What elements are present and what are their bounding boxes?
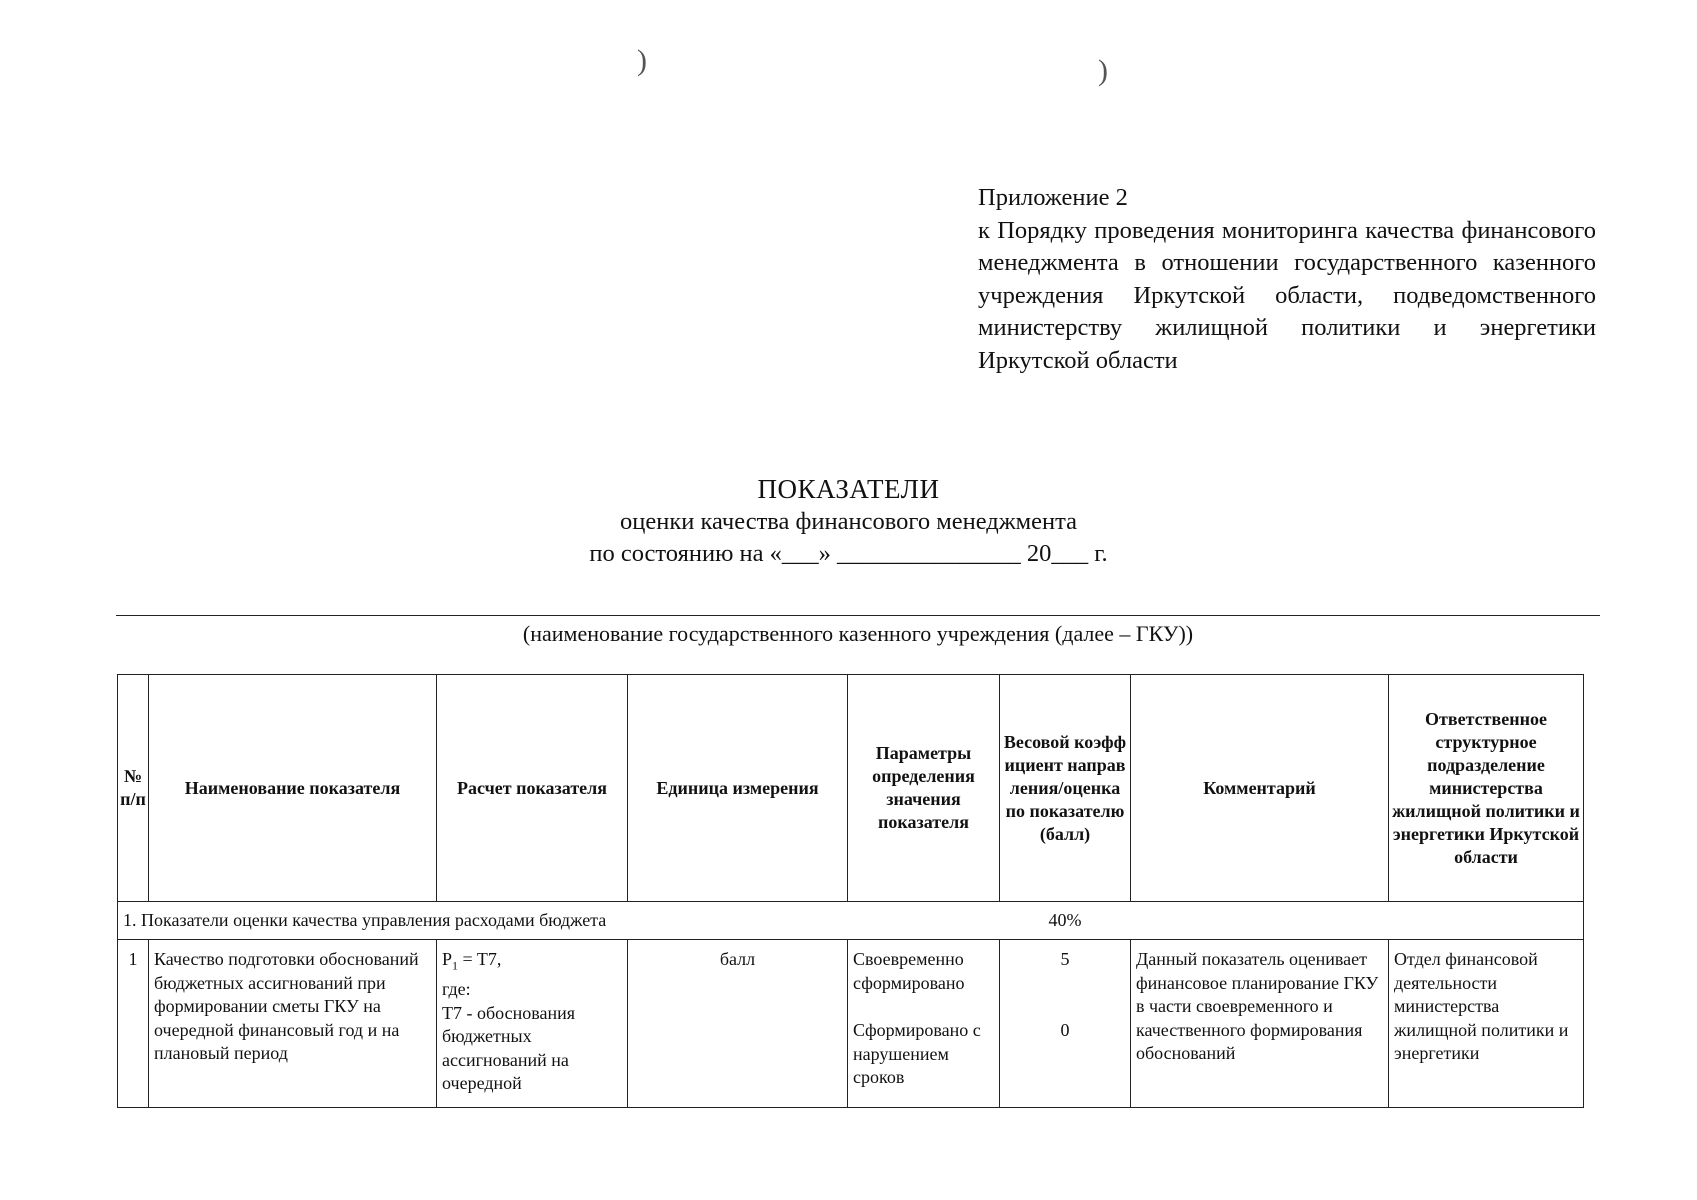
institution-name-blank-line bbox=[116, 615, 1600, 616]
score-gap bbox=[1005, 972, 1125, 1019]
header-parameters: Параметры определения значения показателя bbox=[848, 675, 1000, 902]
header-unit: Единица измерения bbox=[628, 675, 848, 902]
parameter-gap bbox=[853, 995, 994, 1019]
formula-subscript: 1 bbox=[452, 958, 459, 973]
appendix-number: Приложение 2 bbox=[978, 184, 1128, 211]
document-subtitle: оценки качества финансового менеджмента bbox=[619, 508, 1078, 535]
row-unit: балл bbox=[628, 940, 848, 1108]
header-calculation: Расчет показателя bbox=[437, 675, 628, 902]
table-header-row bbox=[118, 675, 1584, 902]
institution-name-caption: (наименование государственного казенного учреждения (далее – ГКУ)) bbox=[522, 621, 1194, 646]
formula-rest: = T7, bbox=[458, 949, 502, 969]
row-scores bbox=[1000, 940, 1131, 1108]
table-row bbox=[118, 940, 1584, 1108]
row-indicator-name: Качество подготовки обоснований бюджетных ассигнований при формировании сметы ГКУ на очередной финансовый год и на плановый период bbox=[149, 940, 437, 1108]
section-empty bbox=[1131, 902, 1584, 940]
section-label: 1. Показатели оценки качества управления расходами бюджета bbox=[118, 902, 1000, 940]
parameter-late: Сформировано с нарушением сроков bbox=[853, 1020, 981, 1087]
row-responsible: Отдел финансовой деятельности министерства жилищной политики и энергетики bbox=[1389, 940, 1584, 1108]
header-number: № п/п bbox=[118, 675, 149, 902]
row-calculation bbox=[437, 940, 628, 1108]
calc-description: T7 - обоснования бюджетных ассигнований на очередной bbox=[442, 1002, 576, 1094]
calc-formula bbox=[442, 948, 622, 978]
scan-mark-left: ) bbox=[637, 44, 647, 77]
calc-where: где: bbox=[442, 979, 471, 1000]
row-number: 1 bbox=[118, 940, 149, 1108]
section-weight: 40% bbox=[1000, 902, 1131, 940]
header-responsible: Ответственное структурное подразделение министерства жилищной политики и энергетики Иркутской области bbox=[1389, 675, 1584, 902]
appendix-text: к Порядку проведения мониторинга качества финансового менеджмента в отношении государственного казенного учреждения Иркутской области, подведомственного министерству жилищной политики и энергетики Иркутской области bbox=[978, 216, 1596, 374]
parameter-on-time: Своевременно сформировано bbox=[853, 949, 965, 993]
row-comment: Данный показатель оценивает финансовое планирование ГКУ в части своевременного и качественного формирования обоснований bbox=[1131, 940, 1389, 1108]
header-weight: Весовой коэффициент направления/оценка по показателю (балл) bbox=[1000, 675, 1131, 902]
header-comment: Комментарий bbox=[1131, 675, 1389, 902]
document-title: ПОКАЗАТЕЛИ bbox=[757, 474, 940, 504]
header-indicator-name: Наименование показателя bbox=[149, 675, 437, 902]
formula-symbol: P bbox=[442, 949, 453, 969]
appendix-block bbox=[978, 182, 1596, 377]
score-on-time: 5 bbox=[1060, 949, 1070, 969]
score-late: 0 bbox=[1060, 1019, 1070, 1040]
section-row bbox=[118, 902, 1584, 940]
indicators-table bbox=[117, 674, 1584, 1108]
row-parameters bbox=[848, 940, 1000, 1108]
date-line: по состоянию на «___» _______________ 20___ г. bbox=[589, 540, 1108, 567]
scan-mark-right: ) bbox=[1098, 54, 1108, 87]
